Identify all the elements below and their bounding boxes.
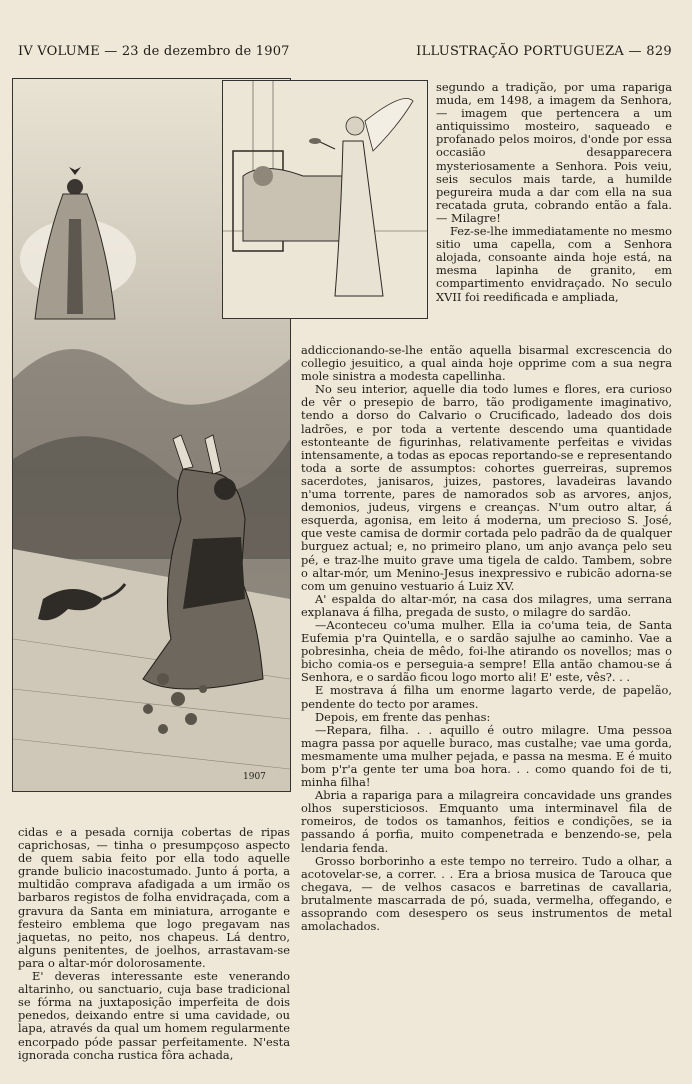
inset-illustration (222, 80, 428, 319)
paragraph: Fez-se-lhe immediatamente no mesmo sitio uma capella, com a Senhora alojada, consoante ainda hoje está, na mesma lapinha de granito, em compartimento envidraçado. No seculo XVII foi reedificada e ampliada, (436, 224, 672, 304)
right-column-top (436, 81, 672, 304)
paragraph: Grosso borborinho a este tempo no terreiro. Tudo a olhar, a acotovelar-se, a correr. . . Era a briosa musica de Tarouca que chegava, — de velhos casacos e barretinas de cavallaria, brutalmente mascarrada de pó, suada, vermelha, offegando, e assoprando com desespero os seus instrumentos de metal amolachados. (301, 853, 672, 934)
header-volume-date: IV VOLUME — 23 de dezembro de 1907 (18, 44, 290, 59)
paragraph: Abria a rapariga para a milagreira concavidade uns grandes olhos supersticiosos. Emquanto uma interminavel fila de romeiros, de todos os tamanhos, feitios e condições, se ia passando á porfia, muito compenetrada e benzendo-se, pela lendaria fenda. (301, 788, 672, 855)
paragraph: —Repara, filha. . . aquillo é outro milagre. Uma pessoa magra passa por aquelle buraco, mas custalhe; vae uma gorda, mesmamente uma mulher pejada, e passa na mesma. E é muito bom p'r'a gente ter uma boa hora. . . como quando foi de ti, minha filha! (301, 722, 672, 790)
paragraph: A' espalda do altar-mór, na casa dos milagres, uma serrana explanava á filha, pregada de susto, o milagre do sardão. (301, 591, 672, 619)
artist-signature: 1907 (243, 772, 266, 782)
page-header (18, 44, 672, 64)
angel-bedside-drawing (223, 81, 427, 318)
paragraph: addiccionando-se-lhe então aquella bisarmal excrescencia do collegio jesuitico, a qual ainda hoje opprime com a sua negra mole sinistra a modesta capellinha. (301, 343, 672, 384)
paragraph: segundo a tradição, por uma rapariga muda, em 1498, a imagem da Senhora, — imagem que pertencera a um antiquissimo mosteiro, saqueado e profanado pelos moiros, d'onde por essa occasião desapparecera mysteriosamente a Senhora. Pois veiu, seis seculos mais tarde, a humilde pegureira muda a dar com ella na sua recatada gruta, cobrando então a fala. — Milagre! (436, 80, 672, 225)
paragraph: Depois, em frente das penhas: (315, 709, 491, 724)
left-column-bottom (18, 826, 290, 1062)
paragraph: cidas e a pesada cornija cobertas de ripas caprichosas, — tinha o presumpçoso aspecto de quem sabia feito por ella todo aquelle grande bulicio inacostumado. Junto á porta, a multidão comprava afadigada a um irmão os barbaros registos de folha envidraçada, com a gravura da Santa em miniatura, arrogante e festeiro emblema que logo pregavam nas jaquetas, no peito, nos chapeus. Lá dentro, alguns penitentes, de joelhos, arrastavam-se para o altar-mór dolorosamente. (18, 825, 290, 970)
right-column-main (301, 344, 672, 933)
paragraph: E' deveras interessante este venerando altarinho, ou sanctuario, cuja base tradicional se fórma na juxtaposição imperfeita de dois penedos, deixando entre si uma cavidade, ou lapa, através da qual um homem regularmente encorpado póde passar perfeitamente. N'esta ignorada concha rustica fôra achada, (18, 969, 290, 1062)
header-title-page: ILLUSTRAÇÃO PORTUGUEZA — 829 (416, 44, 672, 59)
paragraph: No seu interior, aquelle dia todo lumes e flores, era curioso de vêr o presepio de barro, tão prodigamente imaginativo, tendo a dorso do Calvario o Crucificado, ladeado dos dois ladrões, e por toda a vertente descendo uma quantidade estonteante de figurinhas, relativamente perfeitas e vividas intensamente, a todas as epocas reportando-se e representando toda a sorte de assumptos: cohortes guerreiras, supremos sacerdotes, janisaros, juizes, pastores, lavadeiras lavando n'uma torrente, pares de namorados sob as arvores, anjos, demonios, judeus, virgens e creanças. N'um outro altar, á esquerda, agonisa, em leito á moderna, um precioso S. José, que veste camisa de dormir cortada pelo padrão da de qualquer burguez actual; e, no primeiro plano, um anjo avança pelo seu pé, e traz-lhe muito grave uma tigela de caldo. Tambem, sobre o altar-mór, um Menino-Jesus inexpressivo e rubicão adorna-se com um genuino vestuario á Luiz XV. (301, 382, 672, 593)
paragraph: —Aconteceu co'uma mulher. Ella ia co'uma teia, de Santa Eufemia p'ra Quintella, e o sardão sajulhe ao caminho. Vae a pobresinha, cheia de mêdo, foi-lhe atirando os novellos; mas o bicho comia-os e perseguia-a sempre! Ella antão chamou-se á Senhora, e o sardão ficou logo morto ali! E' este, vês?. . . (301, 617, 672, 685)
paragraph: E mostrava á filha um enorme lagarto verde, de papelão, pendente do tecto por arames. (301, 683, 672, 711)
